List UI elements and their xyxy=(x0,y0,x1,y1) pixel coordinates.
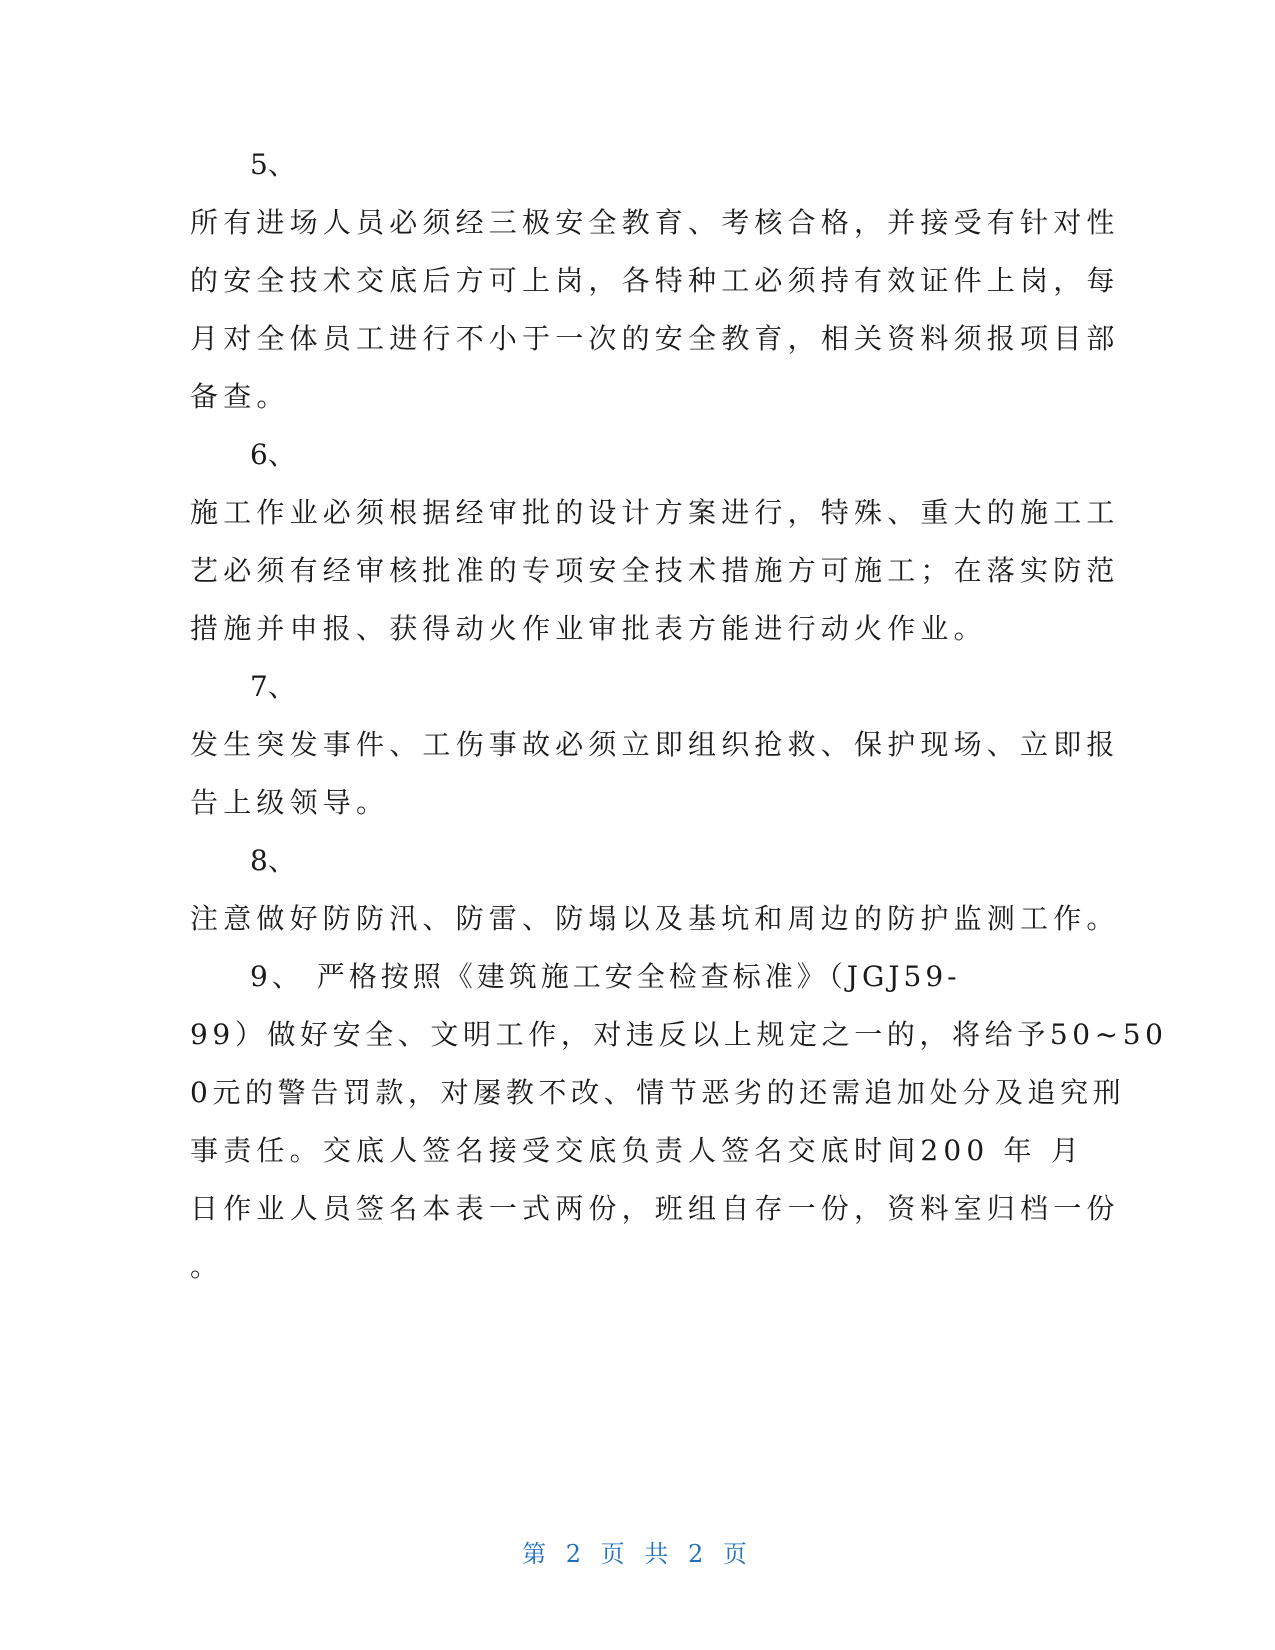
item-number-6: 6、 xyxy=(250,438,296,471)
text-line: 0元的警告罚款，对屡教不改、情节恶劣的还需追加处分及追究刑 xyxy=(190,1076,1126,1109)
text-line: 所有进场人员必须经三极安全教育、考核合格，并接受有针对性 xyxy=(190,206,1120,239)
text-line: 月对全体员工进行不小于一次的安全教育，相关资料须报项目部 xyxy=(190,322,1120,355)
item-number-7: 7、 xyxy=(250,670,296,703)
text-line: 告上级领导。 xyxy=(190,786,390,819)
item-number-5: 5、 xyxy=(250,148,296,181)
text-line: 发生突发事件、工伤事故必须立即组织抢救、保护现场、立即报 xyxy=(190,728,1120,761)
text-line: 的安全技术交底后方可上岗，各特种工必须持有效证件上岗，每 xyxy=(190,264,1120,297)
text-line: 日作业人员签名本表一式两份，班组自存一份，资料室归档一份 xyxy=(190,1192,1120,1225)
text-line: 99）做好安全、文明工作，对违反以上规定之一的，将给予50~50 xyxy=(190,1018,1168,1051)
item-number-8: 8、 xyxy=(250,844,296,877)
text-line: 施工作业必须根据经审批的设计方案进行，特殊、重大的施工工 xyxy=(190,496,1120,529)
text-line: 备查。 xyxy=(190,380,290,413)
page-footer: 第 2 页 共 2 页 xyxy=(522,1540,753,1568)
text-line: 注意做好防防汛、防雷、防塌以及基坑和周边的防护监测工作。 xyxy=(190,902,1120,935)
text-line: 事责任。交底人签名接受交底负责人签名交底时间200 年 月 xyxy=(190,1134,1085,1167)
text-line: 艺必须有经审核批准的专项安全技术措施方可施工；在落实防范 xyxy=(190,554,1120,587)
text-line: 措施并申报、获得动火作业审批表方能进行动火作业。 xyxy=(190,612,987,645)
text-line: 。 xyxy=(190,1250,224,1283)
item-number-9: 9、 严格按照《建筑施工安全检查标准》（JGJ59- xyxy=(250,960,961,993)
